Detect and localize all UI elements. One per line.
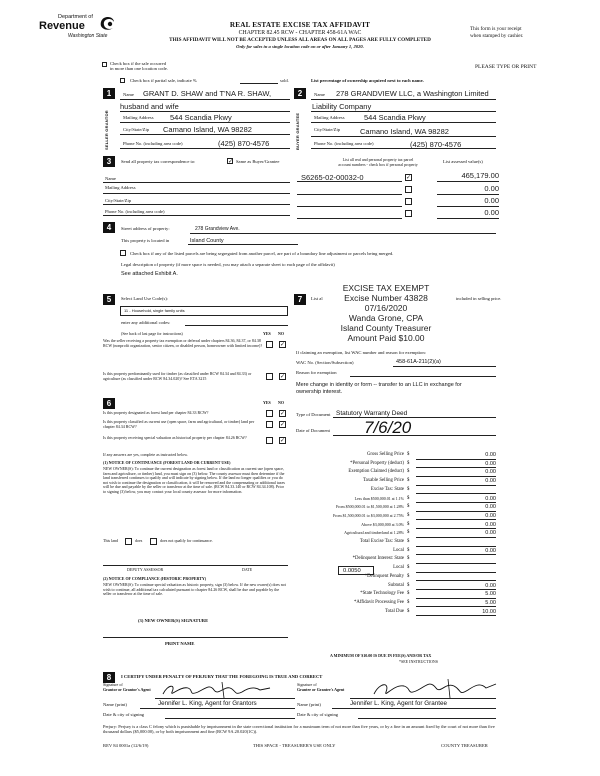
tax-calc-dollar: $ <box>407 591 410 597</box>
grantor-name-value[interactable]: Jennifer L. King, Agent for Grantors <box>158 700 257 707</box>
seller-name-line-2 <box>120 111 290 112</box>
buyer-phone-value[interactable]: (425) 870-4576 <box>410 140 462 149</box>
parcel-header-2: account numbers - check box if personal property <box>338 161 418 167</box>
tax-calc-row <box>296 478 496 486</box>
street-line <box>190 233 496 234</box>
tax-calc-row <box>296 513 496 521</box>
tax-calc-dollar: $ <box>407 512 410 518</box>
tax-calc-dollar: $ <box>407 460 410 466</box>
located-label: This property is located in <box>121 238 170 243</box>
notice1-text: NEW OWNER(S): To continue the current designation as forest land or classification as current use (open space, farm and agriculture, or timber) land, you must sign on (3) below. The county assessor must then determine if the land transferred continues to qualify and will indicate by signing below. If the land no longer qualifies or you do not wish to continue the designation or classification, it will be removed and the compensating or additional taxes will be due and payable by the seller or transferor at the time of sale. (RCW 84.33.140 or RCW 84.34.108). Prior to signing (3) below, you may contact your local county assessor for more information. <box>103 466 285 494</box>
parcel-account[interactable]: S6265-02-00032-0 <box>301 173 364 182</box>
wac-label: WAC No. (Section/Subsection) <box>296 360 354 365</box>
notice2-text: NEW OWNER(S): To continue special valuation as historic property, sign (3) below. If the new owner(s) does not wish to continue, all additional tax calculated pursuant to chapter 84.26 RCW, shall be due and payable by the seller or transferor at the time of sale. <box>103 582 286 597</box>
buyer-city-value[interactable]: Camano Island, WA 98282 <box>360 127 449 136</box>
grantor-sig-label-1: Signature of <box>103 682 123 687</box>
s5-q2-no-checkbox[interactable]: ✓ <box>280 373 286 380</box>
tax-calc-value[interactable] <box>416 574 496 582</box>
certify-label: I CERTIFY UNDER PENALTY OF PERJURY THAT THE FOREGOING IS TRUE AND CORRECT <box>121 674 323 679</box>
tax-calc-row <box>296 548 496 556</box>
tax-calc-value[interactable] <box>416 539 496 547</box>
segregated-checkbox[interactable] <box>120 250 126 256</box>
included-label: included in selling price. <box>456 296 502 301</box>
seller-city-label: City/State/Zip <box>123 127 150 132</box>
tax-calc-label: Exemption Claimed (deduct) <box>348 469 404 475</box>
reason-line <box>350 376 496 377</box>
tax-calc-label: Agricultural and timberland at 1.28% <box>344 530 404 536</box>
claim-exemption-label: If claiming an exemption, list WAC number and reason for exemption: <box>296 350 426 355</box>
section-6-number: 6 <box>103 398 115 409</box>
tax-calc-value[interactable]: 0.00 <box>416 461 496 469</box>
street-label: Street address of property: <box>121 226 170 231</box>
parcel-account-line <box>297 181 402 182</box>
grantee-sig-label-1: Signature of <box>297 682 317 687</box>
tax-calc-row <box>296 556 496 564</box>
tax-calc-row <box>296 574 496 582</box>
parcel-value[interactable]: 0.00 <box>484 196 499 205</box>
grantee-signature-icon[interactable] <box>370 678 500 700</box>
tax-calc-label: Total Due <box>385 608 404 614</box>
tax-calc-label: Total Excise Tax: State <box>359 539 404 544</box>
buyer-mail-label: Mailing Address <box>314 115 345 120</box>
tax-calc-dollar: $ <box>407 530 410 536</box>
s3-city-label: City/State/Zip <box>105 198 132 203</box>
tax-calc-row <box>296 461 496 469</box>
buyer-name-value-2[interactable]: Liability Company <box>312 102 372 111</box>
seller-mail-label: Mailing Address <box>123 115 154 120</box>
footer-rev: REV 84 0001a (12/6/19) <box>103 743 149 748</box>
local-rate-field[interactable] <box>338 566 374 575</box>
tax-calc-row <box>296 504 496 512</box>
located-value[interactable]: Island County <box>190 238 224 244</box>
parcel-row <box>297 183 502 195</box>
seller-grantor-label: SELLER GRANTOR <box>104 110 109 150</box>
form-only-for: Only for sales in a single location code on or after January 1, 2020. <box>236 44 364 49</box>
s6-q3-text: Is this property receiving special valuation as historical property per chapter 84.26 RCW? <box>103 435 247 440</box>
buyer-city-label: City/State/Zip <box>314 127 341 132</box>
street-value[interactable]: 278 Grandview Ave. <box>195 226 240 232</box>
tax-calc-label: Taxable Selling Price <box>363 478 404 484</box>
reason-label: Reason for exemption <box>296 370 337 375</box>
dor-dept-line: Department of <box>58 14 93 20</box>
tax-calc-label: Subtotal <box>388 582 404 588</box>
s5-q2-yes-checkbox[interactable] <box>266 373 273 380</box>
tax-calc-value[interactable]: 0.00 <box>416 548 496 556</box>
doc-date-line <box>333 435 496 436</box>
seller-mail-value[interactable]: 544 Scandia Pkwy <box>170 113 232 122</box>
additional-codes-field[interactable] <box>185 325 288 326</box>
tax-calc-dollar: $ <box>407 608 410 614</box>
tax-calc-row <box>296 609 496 617</box>
buyer-phone-label: Phone No. (including area code) <box>314 141 374 146</box>
grantee-name-label: Name (print) <box>297 702 321 707</box>
section-7-number: 7 <box>294 294 306 305</box>
grantee-date-label: Date & city of signing <box>297 712 339 717</box>
tax-calc-dollar: $ <box>407 573 410 579</box>
s3-mail-label: Mailing Address <box>105 185 136 190</box>
tax-calc-value[interactable]: 0.00 <box>416 583 496 591</box>
tax-calc-label: Less than $500,000.01 at 1.1% <box>354 495 404 501</box>
s6-q2-yes-checkbox[interactable] <box>266 421 273 428</box>
tax-calc-value[interactable]: 0.00 <box>416 504 496 512</box>
deputy-assessor-label: DEPUTY ASSESSOR <box>127 567 164 572</box>
grantor-sig-label <box>103 683 151 692</box>
doc-date-label: Date of Document <box>296 428 330 433</box>
s3-city-line <box>103 204 290 205</box>
s6-yes-header: YES <box>263 400 271 405</box>
tax-calc-label: *Affidavit Processing Fee <box>353 599 404 605</box>
seller-name-line <box>120 99 290 100</box>
receipt-note-2: when stamped by cashier. <box>470 32 524 39</box>
deputy-date-label: DATE <box>242 567 253 572</box>
new-owner-sig-line[interactable] <box>103 637 288 638</box>
excise-exempt-stamp <box>316 283 456 343</box>
tax-calc-dollar: $ <box>407 486 410 492</box>
seller-city-value[interactable]: Camano Island, WA 98282 <box>163 125 252 134</box>
tax-calc-label: From $500,000.01 to $1,500,000 at 1.28% <box>336 504 404 510</box>
doc-type-label: Type of Document <box>296 412 331 417</box>
form-title: REAL ESTATE EXCISE TAX AFFIDAVIT <box>229 21 371 29</box>
located-line <box>188 244 298 245</box>
tax-calc-value[interactable]: 5.00 <box>416 600 496 608</box>
parcel-header-1: List all real and personal property tax parcel <box>342 157 414 162</box>
land-use-select[interactable] <box>120 306 288 316</box>
legal-description-value[interactable]: See attached Exhibit A. <box>121 271 178 277</box>
tax-calc-dollar: $ <box>407 521 410 527</box>
tax-calc-label: *Personal Property (deduct) <box>350 460 404 466</box>
wac-line <box>393 366 496 367</box>
stamp-line-2: Excise Number 43828 <box>344 293 428 303</box>
tax-calc-value[interactable]: 0.00 <box>416 530 496 538</box>
parcel-row <box>297 207 502 219</box>
land-does-checkbox[interactable] <box>125 538 132 545</box>
grantee-name-line <box>332 708 496 709</box>
tax-calc-row <box>296 565 496 573</box>
grantee-sig-line <box>350 698 496 699</box>
this-land-label: This land <box>103 538 118 543</box>
parcel-header <box>318 158 438 167</box>
tax-calc-dollar: $ <box>407 478 410 484</box>
s5-q2-text: Is this property predominantly used for timber (as classified under RCW 84.34 and 84.33) or agriculture (as classified under RCW 84.34.020)? See ETA 3215 <box>103 371 252 381</box>
tax-calc-dollar: $ <box>407 547 410 553</box>
parcel-value-line <box>437 218 499 219</box>
wac-value[interactable]: 458-61A-211(2)(a) <box>396 359 441 365</box>
same-as-buyer-label: Same as Buyer/Grantee <box>236 159 280 164</box>
grantee-sig-label-2: Grantee or Grantee's Agent <box>297 686 345 692</box>
please-type: PLEASE TYPE OR PRINT <box>475 64 537 70</box>
tax-calc-row <box>296 469 496 477</box>
sold-label: sold. <box>280 78 289 83</box>
grantee-name-value[interactable]: Jennifer L. King, Agent for Grantee <box>350 700 447 707</box>
tax-calc-value[interactable]: 0.00 <box>416 496 496 504</box>
tax-calc-row <box>296 600 496 608</box>
tax-calc-row <box>296 522 496 530</box>
multi-location-checkbox[interactable] <box>102 62 107 67</box>
tax-calc-label: *State Technology Fee <box>360 591 404 597</box>
s6-q1-text: Is this property designated as forest land per chapter 84.33 RCW? <box>103 410 209 415</box>
partial-sale-pct-field[interactable] <box>240 83 278 84</box>
notice2-title: (2) NOTICE OF COMPLIANCE (HISTORIC PROPERTY) <box>103 576 207 581</box>
section-8-number: 8 <box>103 672 115 683</box>
tax-calc-row <box>296 539 496 547</box>
tax-calc-dollar: $ <box>407 565 410 571</box>
grantee-date-line[interactable] <box>358 718 496 719</box>
s6-q3-yes-checkbox[interactable] <box>266 437 273 444</box>
s5-yes-header: YES <box>263 331 271 336</box>
s3-phone-label: Phone No. (including area code) <box>105 209 165 214</box>
buyer-grantee-label: BUYER GRANTEE <box>295 112 300 150</box>
deputy-assessor-line[interactable] <box>103 565 288 566</box>
print-name-label: PRINT NAME <box>165 641 195 646</box>
tax-calc-row <box>296 487 496 495</box>
partial-sale-label: Check box if partial sale, indicate % <box>130 78 197 83</box>
legal-description-label: Legal description of property (if more space is needed, you may attach a separate sheet to each page of the affidavit) <box>121 262 335 267</box>
section-2-number: 2 <box>294 88 306 99</box>
notice1-title: (1) NOTICE OF CONTINUANCE (FOREST LAND OR CURRENT USE) <box>103 460 231 465</box>
land-does-not-checkbox[interactable] <box>150 538 157 545</box>
dor-revenue-word: Revenue <box>39 20 85 32</box>
tax-calc-label: Local <box>393 565 404 571</box>
see-back-label: (See back of last page for instructions) <box>121 331 183 336</box>
seller-phone-label: Phone No. (including area code) <box>123 141 183 146</box>
tax-calculation-table <box>296 452 506 617</box>
stamp-line-6: Amount Paid $10.00 <box>347 333 425 343</box>
seller-mail-line <box>120 122 290 123</box>
tax-calc-label: Gross Selling Price <box>366 452 404 457</box>
tax-calc-value[interactable] <box>416 487 496 495</box>
same-as-buyer-checkbox[interactable]: ✓ <box>228 158 234 165</box>
doc-type-value[interactable]: Statutory Warranty Deed <box>336 410 408 417</box>
tax-calc-value[interactable] <box>416 565 496 573</box>
grantor-sig-label-2: Grantor or Grantor's Agent <box>103 686 151 692</box>
dor-state-line: Washington State <box>68 33 108 39</box>
parcel-row <box>297 170 502 182</box>
enter-additional-label: enter any additional codes: <box>121 320 171 325</box>
minimum-note: A MINIMUM OF $10.00 IS DUE IN FEE(S) AND/OR TAX <box>330 653 432 658</box>
tax-calc-row <box>296 591 496 599</box>
tax-calc-value[interactable]: 0.00 <box>416 469 496 477</box>
section-1-number: 1 <box>103 88 115 99</box>
seller-phone-line <box>120 148 290 149</box>
buyer-name-line <box>311 99 496 100</box>
tax-calc-dollar: $ <box>407 539 410 544</box>
parcel-value[interactable]: 465,179.00 <box>461 171 499 180</box>
parcel-value-line <box>437 181 499 182</box>
buyer-mail-value[interactable]: 544 Scandia Pkwy <box>364 113 426 122</box>
s6-q2-no-checkbox[interactable]: ✓ <box>280 421 286 428</box>
tax-calc-label: *Delinquent Penalty <box>364 573 404 579</box>
tax-calc-value[interactable]: 0.00 <box>416 452 496 460</box>
tax-calc-dollar: $ <box>407 556 410 562</box>
s3-name-label: Name <box>105 176 116 181</box>
form-chapter: CHAPTER 82.45 RCW - CHAPTER 458-61A WAC <box>238 30 362 36</box>
s3-name-line <box>103 182 290 183</box>
segregated-label: Check box if any of the listed parcels are being segregated from another parcel, are part of a boundary line adjustment or parcels being merged. <box>130 251 394 256</box>
tax-calc-row <box>296 530 496 538</box>
s3-mail-line <box>103 193 290 194</box>
send-correspondence-label: Send all property tax correspondence to: <box>121 159 196 164</box>
tax-calc-dollar: $ <box>407 452 410 457</box>
tax-calc-row <box>296 452 496 460</box>
form-warning: THIS AFFIDAVIT WILL NOT BE ACCEPTED UNLESS ALL AREAS ON ALL PAGES ARE FULLY COMPLETED <box>169 37 431 43</box>
tax-calc-row <box>296 583 496 591</box>
new-owner-sig-label: (3) NEW OWNER(S) SIGNATURE <box>138 618 209 623</box>
s5-q1-text: Was the seller receiving a property tax exemption or deferral under chapters 84.36, 84.37, or 84.38 RCW (nonprofit organization, senior citizen, or disabled person, homeowner with limited income)? <box>103 338 263 348</box>
tax-calc-label: From $1,500,000.01 to $3,000,000 at 2.75% <box>333 512 404 518</box>
tax-calc-value[interactable]: 5.00 <box>416 591 496 599</box>
parcel-personal-checkbox[interactable] <box>405 210 412 217</box>
tax-calc-value[interactable]: 0.00 <box>416 522 496 530</box>
footer-treasurer-space: THIS SPACE - TREASURER'S USE ONLY <box>253 743 336 748</box>
section-3-number: 3 <box>103 156 115 167</box>
s5-q1-no-checkbox[interactable]: ✓ <box>280 341 286 348</box>
receipt-note <box>470 26 523 40</box>
parcel-personal-checkbox[interactable] <box>405 198 412 205</box>
seller-name-label: Name <box>123 92 134 97</box>
seller-city-line <box>120 134 290 135</box>
seller-phone-value[interactable]: (425) 870-4576 <box>218 139 270 148</box>
s6-q3-no-checkbox[interactable]: ✓ <box>280 437 286 444</box>
s5-q1-yes-checkbox[interactable] <box>266 341 273 348</box>
tax-calc-dollar: $ <box>407 599 410 605</box>
parcel-value[interactable]: 0.00 <box>484 184 499 193</box>
parcel-personal-checkbox[interactable] <box>405 186 412 193</box>
partial-sale-checkbox[interactable] <box>120 78 125 83</box>
doc-type-line <box>333 417 496 418</box>
grantor-date-label: Date & city of signing <box>103 712 145 717</box>
s6-q1-yes-checkbox[interactable] <box>266 410 273 417</box>
s6-q1-no-checkbox[interactable]: ✓ <box>280 410 286 417</box>
tax-calc-dollar: $ <box>407 504 410 510</box>
land-use-value: 11 - Household, single family units <box>124 308 185 313</box>
parcel-value[interactable]: 0.00 <box>484 208 499 217</box>
grantor-name-label: Name (print) <box>103 702 127 707</box>
reason-value[interactable]: Mere change in identity or form -- transfer to an LLC in exchange for ownership interest. <box>296 382 462 396</box>
s3-phone-line <box>103 215 290 216</box>
stamp-line-1: EXCISE TAX EXEMPT <box>342 283 430 293</box>
tax-calc-label: *Delinquent Interest: State <box>352 556 404 562</box>
s6-no-header: NO <box>278 400 284 405</box>
s5-no-header: NO <box>278 331 284 336</box>
stamp-line-4: Wanda Grone, CPA <box>348 313 424 323</box>
local-rate-value: 0.0050 <box>343 568 361 574</box>
tax-calc-value[interactable]: 0.00 <box>416 478 496 486</box>
seller-name-value[interactable]: GRANT D. SHAW and T'NA R. SHAW, <box>143 89 272 98</box>
land-does-not-label: does not qualify for continuance. <box>160 538 213 543</box>
tax-calc-row <box>296 496 496 504</box>
tax-calc-label: Local <box>393 547 404 553</box>
parcel-row <box>297 195 502 207</box>
tax-calc-value[interactable] <box>416 556 496 564</box>
parcel-account-line <box>297 218 402 219</box>
seller-name-value-2[interactable]: husband and wife <box>120 102 179 111</box>
section-5-number: 5 <box>103 294 115 305</box>
tax-calc-dollar: $ <box>407 469 410 475</box>
section-4-number: 4 <box>103 222 115 233</box>
perjury-notice: Perjury: Perjury is a class C felony which is punishable by imprisonment in the state correctional institution for a maximum term of not more than five years, or by a fine in an amount fixed by the court of not more than five thousand dollars ($5,000.00), or by both imprisonment and fine (RCW 9A.20.020(1C)). <box>103 724 495 735</box>
land-use-label: Select Land Use Code(s): <box>121 296 169 301</box>
grantor-sig-line <box>155 698 295 699</box>
see-instructions-note: *SEE INSTRUCTIONS <box>399 659 439 664</box>
land-does-label: does <box>135 538 143 543</box>
multi-location-line2: in more than one location code. <box>110 66 168 72</box>
assessed-header: List assessed value(s) <box>443 159 483 164</box>
grantor-name-line <box>140 708 295 709</box>
buyer-name-line-2 <box>311 111 496 112</box>
tax-calc-value[interactable]: 0.00 <box>416 513 496 521</box>
buyer-mail-line <box>311 122 496 123</box>
tax-calc-label: Above $3,000,000 at 3.0% <box>361 521 404 527</box>
pct-acquired-label: List percentage of ownership acquired next to each name. <box>311 78 424 83</box>
grantor-date-line[interactable] <box>165 718 295 719</box>
receipt-note-1: This form is your receipt <box>470 26 522 32</box>
s6-q2-text: Is this property classified as current use (open space, farm and agricultural, or timber) land per chapter 84.34 RCW? <box>103 419 255 429</box>
parcel-personal-checkbox[interactable]: ✓ <box>406 174 412 181</box>
if-any-yes-label: If any answers are yes, complete as instructed below. <box>103 452 188 457</box>
buyer-phone-line <box>311 148 496 149</box>
buyer-name-label: Name <box>314 92 325 97</box>
tax-calc-value[interactable]: 10.00 <box>416 609 496 617</box>
doc-date-value[interactable]: 7/6/20 <box>364 418 412 437</box>
grantee-sig-label <box>297 683 344 692</box>
multi-location-label <box>110 61 168 72</box>
buyer-city-line <box>311 136 496 137</box>
stamp-line-5: Island County Treasurer <box>340 323 432 333</box>
tax-calc-dollar: $ <box>407 582 410 588</box>
tax-calc-label: Excise Tax: State <box>370 486 404 492</box>
list-all-label: List al <box>311 296 323 301</box>
footer-county-treasurer: COUNTY TREASURER <box>441 743 488 748</box>
tax-calc-dollar: $ <box>407 495 410 501</box>
stamp-line-3: 07/16/2020 <box>364 303 408 313</box>
grantor-signature-icon[interactable] <box>158 680 278 700</box>
buyer-name-value[interactable]: 278 GRANDVIEW LLC, a Washington Limited <box>336 89 489 98</box>
multi-location-line1: Check box if the sale occurred <box>110 61 166 66</box>
